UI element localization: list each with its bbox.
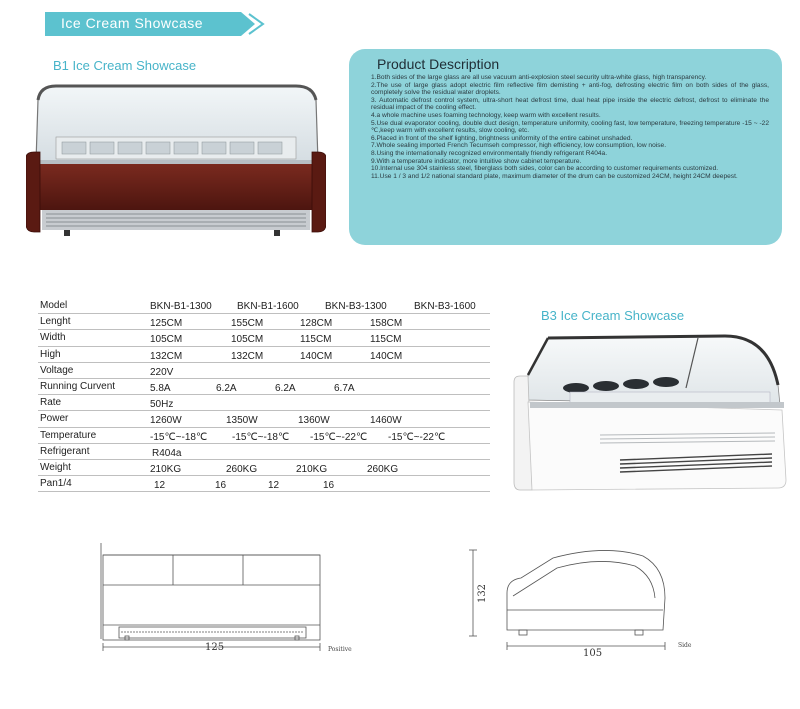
b3-title: B3 Ice Cream Showcase	[541, 308, 685, 323]
spec-value: 105CM	[231, 334, 264, 346]
spec-label: Model	[40, 300, 68, 311]
spec-row-running-current	[38, 379, 490, 395]
spec-label: Pan1/4	[40, 478, 72, 490]
spec-table	[38, 298, 490, 492]
spec-value: BKN-B1-1600	[237, 301, 299, 312]
side-view-drawing	[465, 538, 705, 663]
description-item: 2.The use of large glass adopt electric film reflective film demisting + anti-fog, defrosting electric film on both sides of the glass, completely solve the residual water droplets.	[371, 81, 769, 97]
spec-value: 50Hz	[150, 399, 174, 411]
spec-label: Running Curvent	[40, 380, 116, 392]
spec-value: 140CM	[370, 350, 403, 362]
spec-value: 16	[323, 480, 335, 492]
spec-value: -15℃~-22℃	[388, 431, 446, 443]
spec-value: 210KG	[296, 463, 328, 475]
description-item: 9.With a temperature indicator, more intuitive show cabinet temperature.	[371, 157, 582, 165]
side-width-label: 105	[583, 648, 603, 659]
description-item: 6.Placed in front of the shelf lighting, brightness uniformity of the entire cabinet unshaded.	[371, 134, 633, 142]
spec-value: -15℃~-18℃	[150, 431, 208, 443]
product-description-text	[371, 74, 769, 180]
b1-title: B1 Ice Cream Showcase	[53, 58, 197, 73]
spec-value: 1360W	[298, 415, 330, 427]
spec-value: 115CM	[370, 334, 402, 346]
spec-value: 210KG	[150, 463, 182, 475]
spec-value: 16	[215, 480, 227, 492]
spec-label: Weight	[40, 461, 71, 473]
spec-value: BKN-B3-1300	[325, 301, 387, 312]
side-view-label: Side	[678, 642, 692, 649]
spec-label: Lenght	[40, 316, 71, 328]
spec-value: 1350W	[226, 415, 258, 427]
description-item: 5.Use dual evaporator cooling, double duct design, temperature uniformity, cooling fast, low temperature, freezing temperature -15 ~ -22 ℃,keep warm with excellent results, slow cooling, etc.	[371, 119, 769, 135]
spec-value: BKN-B1-1300	[150, 301, 212, 312]
banner-title: Ice Cream Showcase	[61, 15, 204, 31]
spec-row-pan	[38, 476, 490, 492]
spec-value: 12	[268, 480, 280, 492]
spec-value: 132CM	[231, 350, 264, 362]
b3-showcase-image	[510, 330, 790, 495]
spec-row-voltage	[38, 363, 490, 379]
spec-value: 6.7A	[334, 382, 355, 394]
spec-value: 6.2A	[216, 382, 237, 394]
b1-showcase-image	[26, 82, 326, 242]
spec-value: 6.2A	[275, 382, 296, 394]
spec-row-rate	[38, 395, 490, 411]
spec-value: BKN-B3-1600	[414, 301, 476, 312]
spec-value: 115CM	[300, 334, 332, 346]
spec-label: Refrigerant	[40, 445, 90, 457]
spec-row-width	[38, 330, 490, 346]
spec-row-power	[38, 411, 490, 427]
spec-value: 260KG	[226, 463, 258, 475]
description-item: 1.Both sides of the large glass are all use vacuum anti-explosion steel security ultra-white glass, high transparency.	[371, 74, 707, 81]
spec-value: 128CM	[300, 318, 333, 330]
spec-value: 132CM	[150, 350, 183, 362]
spec-value: 125CM	[150, 318, 183, 330]
spec-value: R404a	[152, 447, 182, 459]
spec-label: Width	[40, 332, 66, 344]
description-item: 4.a whole machine uses foaming technology, keep warm with excellent results.	[371, 111, 601, 119]
spec-value: -15℃~-22℃	[310, 431, 368, 443]
product-description-title: Product Description	[377, 56, 500, 72]
spec-row-high	[38, 347, 490, 363]
spec-value: 12	[154, 480, 166, 492]
spec-row-model	[38, 298, 490, 314]
description-item: 3. Automatic defrost control system, ultra-short heat defrost time, dual heat pipe inside the electric defrost, defrost to eliminate the residual impact of the cooling effect.	[371, 96, 769, 112]
description-item: 8.Using the internationally recognized environmentally friendly refrigerant R404a.	[371, 149, 608, 157]
spec-value: 260KG	[367, 463, 399, 475]
front-width-label: 125	[205, 642, 225, 653]
spec-value: 155CM	[231, 318, 264, 330]
spec-row-refrigerant	[38, 444, 490, 460]
spec-label: Voltage	[40, 364, 74, 376]
spec-row-length	[38, 314, 490, 330]
spec-value: 5.8A	[150, 382, 171, 394]
side-height-label: 132	[477, 583, 489, 604]
description-item: 7.Whole sealing imported French Tecumseh compressor, high efficiency, low consumption, low noise.	[371, 142, 667, 150]
spec-row-weight	[38, 460, 490, 476]
spec-row-temperature	[38, 428, 490, 444]
spec-value: -15℃~-18℃	[232, 431, 290, 443]
description-item: 11.Use 1 / 3 and 1/2 national standard plate, maximum diameter of the drum can be customized 24CM, height 24CM deepest.	[371, 172, 738, 180]
spec-value: 1460W	[370, 415, 402, 427]
spec-value: 1260W	[150, 415, 182, 427]
description-item: 10.Internal use 304 stainless steel, fiberglass both sides, color can be according to customer requirements customized.	[371, 165, 719, 173]
spec-label: Power	[40, 413, 69, 425]
spec-value: 105CM	[150, 334, 183, 346]
spec-label: High	[40, 348, 61, 360]
front-view-label: Positive	[328, 646, 352, 653]
spec-value: 140CM	[300, 350, 333, 362]
product-description-box	[349, 49, 782, 245]
spec-label: Rate	[40, 397, 62, 409]
spec-value: 220V	[150, 366, 174, 378]
spec-label: Temperature	[40, 429, 97, 441]
header-banner	[45, 12, 265, 36]
spec-value: 158CM	[370, 318, 403, 330]
